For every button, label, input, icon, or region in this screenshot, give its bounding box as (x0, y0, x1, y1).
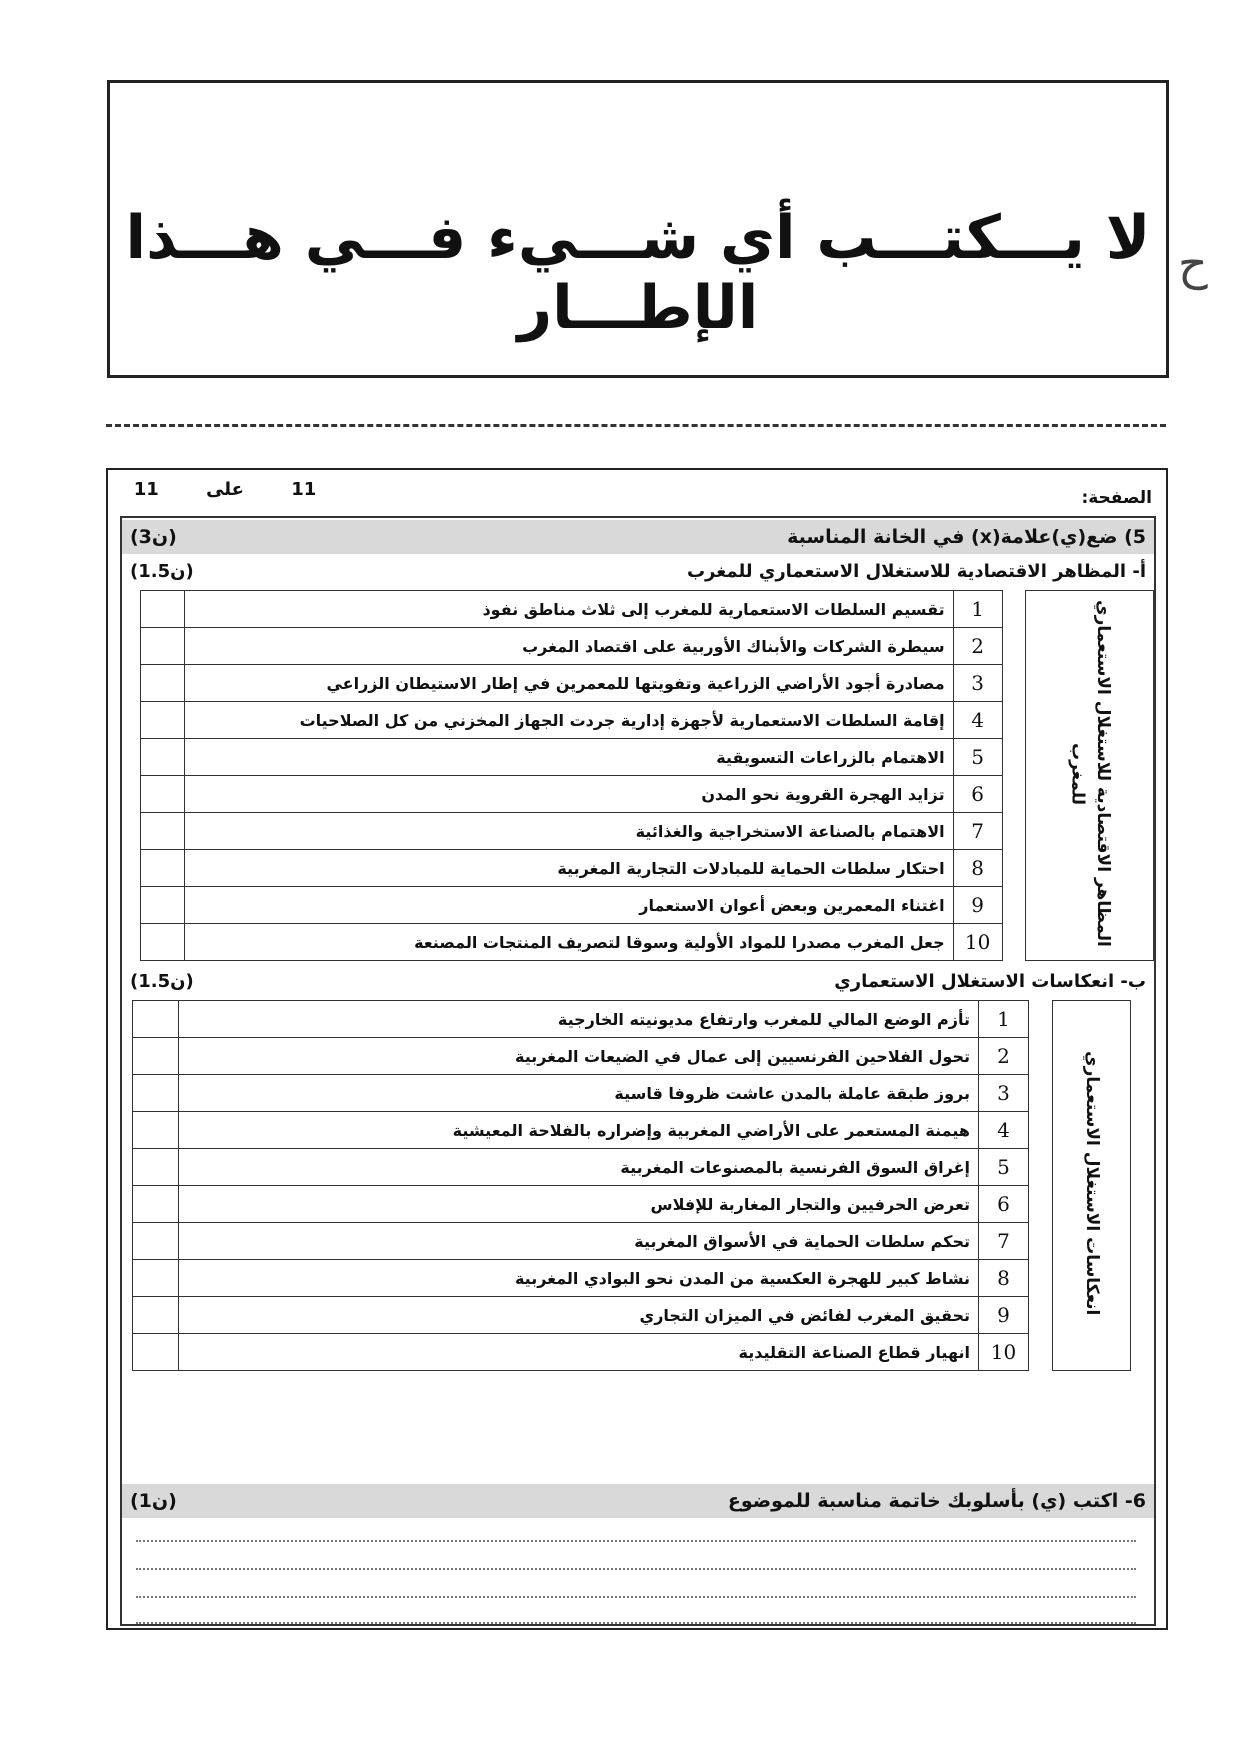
part-b-item-number: 5 (979, 1149, 1029, 1186)
part-b-answer-cell[interactable] (133, 1223, 179, 1260)
part-b-item-statement: إغراق السوق الفرنسية بالمصنوعات المغربية (179, 1149, 979, 1186)
exam-page-frame (106, 468, 1168, 1630)
part-b-item-statement: تأزم الوضع المالي للمغرب وارتفاع مديونيته الخارجية (179, 1001, 979, 1038)
part-a-row (141, 702, 1154, 739)
cut-line (106, 424, 1166, 427)
part-a-item-statement: جعل المغرب مصدرا للمواد الأولية وسوقا لتصريف المنتجات المصنعة (185, 924, 954, 961)
part-b-table (132, 1000, 1131, 1371)
part-a-title: أ- المظاهر الاقتصادية للاستغلال الاستعماري للمغرب (686, 560, 1146, 582)
part-b-item-statement: بروز طبقة عاملة بالمدن عاشت ظروفا قاسية (179, 1075, 979, 1112)
part-a-answer-cell[interactable] (141, 813, 185, 850)
part-a-answer-cell[interactable] (141, 887, 185, 924)
questions-frame (120, 516, 1156, 1626)
page-current: 11 (291, 478, 317, 500)
part-b-row (133, 1223, 1131, 1260)
part-a-row (141, 887, 1154, 924)
part-b-item-number: 10 (979, 1334, 1029, 1371)
part-a-score: (1.5ن) (130, 560, 194, 582)
part-a-side-label (1025, 591, 1154, 961)
part-b-answer-cell[interactable] (133, 1149, 179, 1186)
part-a-item-statement: احتكار سلطات الحماية للمبادلات التجارية المغربية (185, 850, 954, 887)
part-a-item-statement: سيطرة الشركات والأبناك الأوربية على اقتصاد المغرب (185, 628, 954, 665)
answer-line[interactable] (136, 1540, 1136, 1542)
answer-line[interactable] (136, 1622, 1136, 1624)
question-6-score: (1ن) (130, 1490, 177, 1512)
part-b-item-number: 4 (979, 1112, 1029, 1149)
part-a-answer-cell[interactable] (141, 850, 185, 887)
part-a-answer-cell[interactable] (141, 591, 185, 628)
part-b-item-statement: تحول الفلاحين الفرنسيين إلى عمال في الضيعات المغربية (179, 1038, 979, 1075)
part-a-answer-cell[interactable] (141, 924, 185, 961)
margin-mark: ح (1178, 236, 1208, 290)
page-label: الصفحة: (1081, 488, 1152, 508)
part-a-row (141, 813, 1154, 850)
part-b-item-number: 2 (979, 1038, 1029, 1075)
part-a-item-statement: اغتناء المعمرين وبعض أعوان الاستعمار (185, 887, 954, 924)
part-a-item-statement: الاهتمام بالصناعة الاستخراجية والغذائية (185, 813, 954, 850)
part-b-title: ب- انعكاسات الاستغلال الاستعماري (834, 970, 1146, 992)
question-6-title: 6- اكتب (ي) بأسلوبك خاتمة مناسبة للموضوع (727, 1490, 1146, 1512)
part-b-row (133, 1001, 1131, 1038)
part-b-item-number: 1 (979, 1001, 1029, 1038)
part-b-header (122, 966, 1154, 996)
question-6-header (122, 1484, 1154, 1518)
part-b-answer-cell[interactable] (133, 1112, 179, 1149)
part-a-item-statement: إقامة السلطات الاستعمارية لأجهزة إدارية جردت الجهاز المخزني من كل الصلاحيات (185, 702, 954, 739)
part-b-row (133, 1334, 1131, 1371)
part-b-item-statement: تعرض الحرفيين والتجار المغاربة للإفلاس (179, 1186, 979, 1223)
part-b-row (133, 1075, 1131, 1112)
part-b-row (133, 1149, 1131, 1186)
page-total: 11 (133, 478, 159, 500)
part-b-row (133, 1038, 1131, 1075)
part-a-answer-cell[interactable] (141, 665, 185, 702)
part-a-answer-cell[interactable] (141, 702, 185, 739)
no-write-frame (107, 80, 1169, 378)
part-a-row (141, 850, 1154, 887)
answer-line[interactable] (136, 1568, 1136, 1570)
part-a-row (141, 591, 1154, 628)
part-a-gap (1002, 591, 1025, 961)
part-a-item-statement: تزايد الهجرة القروية نحو المدن (185, 776, 954, 813)
part-a-row (141, 739, 1154, 776)
part-b-row (133, 1297, 1131, 1334)
part-b-row (133, 1186, 1131, 1223)
part-b-item-number: 8 (979, 1260, 1029, 1297)
part-b-item-statement: نشاط كبير للهجرة العكسية من المدن نحو البوادي المغربية (179, 1260, 979, 1297)
part-b-item-statement: انهيار قطاع الصناعة التقليدية (179, 1334, 979, 1371)
part-b-answer-cell[interactable] (133, 1186, 179, 1223)
part-a-item-number: 6 (953, 776, 1002, 813)
part-a-item-number: 8 (953, 850, 1002, 887)
part-b-item-statement: تحقيق المغرب لفائض في الميزان التجاري (179, 1297, 979, 1334)
question-5-header (122, 520, 1154, 554)
part-a-row (141, 776, 1154, 813)
part-b-answer-cell[interactable] (133, 1334, 179, 1371)
part-a-item-statement: مصادرة أجود الأراضي الزراعية وتفويتها للمعمرين في إطار الاستيطان الزراعي (185, 665, 954, 702)
part-a-item-number: 3 (953, 665, 1002, 702)
part-b-score: (1.5ن) (130, 970, 194, 992)
part-a-item-number: 5 (953, 739, 1002, 776)
part-b-answer-cell[interactable] (133, 1001, 179, 1038)
part-a-item-number: 1 (953, 591, 1002, 628)
part-b-item-number: 9 (979, 1297, 1029, 1334)
part-b-item-number: 6 (979, 1186, 1029, 1223)
page-number (110, 472, 340, 506)
part-b-row (133, 1260, 1131, 1297)
part-a-item-number: 9 (953, 887, 1002, 924)
part-a-item-number: 10 (953, 924, 1002, 961)
part-a-side-label-text: المظاهر الاقتصادية للاستغلال الاستعماري للمغرب (1067, 600, 1113, 947)
part-b-gap (1029, 1001, 1053, 1371)
part-b-item-statement: هيمنة المستعمر على الأراضي المغربية وإضراره بالفلاحة المعيشية (179, 1112, 979, 1149)
part-a-item-number: 7 (953, 813, 1002, 850)
answer-area[interactable] (122, 1528, 1154, 1624)
part-b-answer-cell[interactable] (133, 1038, 179, 1075)
question-5-score: (3ن) (130, 526, 177, 548)
no-write-notice: لا يـــكتـــب أي شـــيء فـــي هـــذا الإطـــار (125, 203, 1151, 343)
part-a-item-number: 4 (953, 702, 1002, 739)
part-a-answer-cell[interactable] (141, 739, 185, 776)
part-a-item-statement: الاهتمام بالزراعات التسويقية (185, 739, 954, 776)
part-b-answer-cell[interactable] (133, 1297, 179, 1334)
question-5-title: 5) ضع(ي)علامة(x) في الخانة المناسبة (787, 526, 1146, 548)
part-b-row (133, 1112, 1131, 1149)
part-b-item-number: 3 (979, 1075, 1029, 1112)
part-b-item-statement: تحكم سلطات الحماية في الأسواق المغربية (179, 1223, 979, 1260)
page-of-word: على (206, 478, 244, 500)
part-b-side-label (1053, 1001, 1131, 1371)
part-b-side-label-text: انعكاسات الاستغلال الاستعماري (1082, 1051, 1102, 1316)
part-a-row (141, 665, 1154, 702)
part-a-item-number: 2 (953, 628, 1002, 665)
part-a-answer-cell[interactable] (141, 776, 185, 813)
part-a-header (122, 556, 1154, 586)
answer-line[interactable] (136, 1596, 1136, 1598)
part-b-item-number: 7 (979, 1223, 1029, 1260)
part-a-table (140, 590, 1154, 961)
part-a-item-statement: تقسيم السلطات الاستعمارية للمغرب إلى ثلاث مناطق نفوذ (185, 591, 954, 628)
part-b-answer-cell[interactable] (133, 1075, 179, 1112)
part-a-row (141, 628, 1154, 665)
part-b-answer-cell[interactable] (133, 1260, 179, 1297)
part-a-answer-cell[interactable] (141, 628, 185, 665)
part-a-row (141, 924, 1154, 961)
